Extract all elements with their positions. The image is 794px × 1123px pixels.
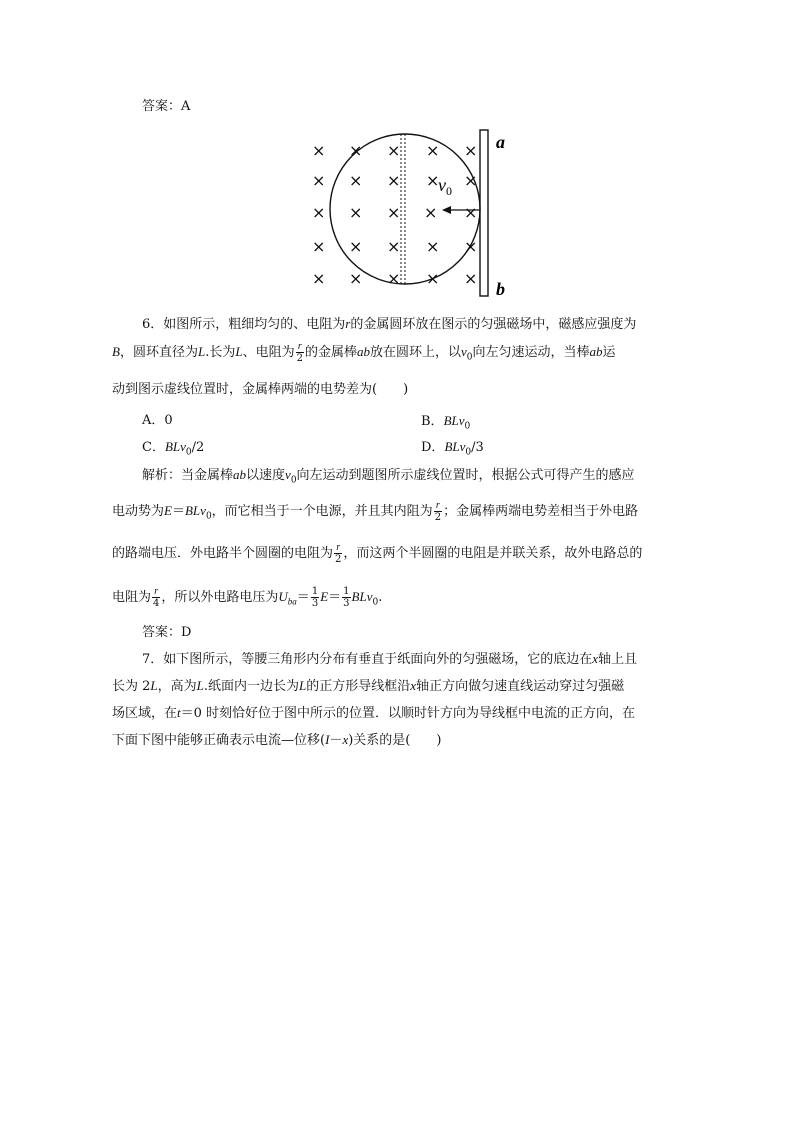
answer-5: 答案：A [142, 99, 191, 114]
q6-line-1: 6．如图所示，粗细均匀的、电阻为r的金属圆环放在图示的匀强磁场中，磁感应强度为 [142, 316, 637, 332]
field-cross-icon: × [387, 203, 401, 222]
field-cross-icon: × [312, 171, 326, 190]
q7-line-3: 场区域，在t＝0 时刻恰好位于图中所示的位置．以顺时针方向为导线框中电流的正方向，在 [112, 705, 636, 721]
field-cross-icon: × [312, 237, 326, 256]
fraction-r-over-2: $\frac{r}{2}$ [335, 542, 342, 565]
fraction-r-over-4: $\frac{r}{4}$ [153, 586, 160, 609]
field-cross-icon: × [426, 141, 440, 160]
label-v0 [438, 175, 452, 198]
solution-6-line-2: 电动势为E＝BLv$_0$，而它相当于一个电源，并且其内阻为 $\frac{r}{2}$ ；金属棒两端电势差相当于外电路 [112, 500, 639, 523]
field-cross-icon: × [387, 269, 401, 288]
magnetic-field-ring-figure [300, 126, 520, 301]
solution-6-line-1: 解析：当金属棒ab以速度$v_0$向左运动到题图所示虚线位置时，根据公式可得产生的感应 [142, 467, 635, 486]
q7-line-4: 下面下图中能够正确表示电流—位移(I－x)关系的是( ) [112, 732, 442, 748]
magnetic-field-crosses [312, 141, 477, 288]
q6-option-c[interactable]: C．BLv$_0$/2 [142, 439, 205, 458]
fraction-r-over-2: $\frac{r}{2}$ [434, 500, 442, 523]
field-cross-icon: × [312, 269, 326, 288]
field-cross-icon: × [464, 203, 478, 222]
field-cross-icon: × [349, 203, 363, 222]
q7-line-2: 长为 2L，高为L.纸面内一边长为L的正方形导线框沿x轴正方向做匀速直线运动穿过匀强磁 [112, 678, 625, 694]
metal-rod-ab [480, 130, 488, 296]
label-b: b [496, 279, 505, 299]
field-cross-icon: × [464, 237, 478, 256]
fraction-1-over-3: $\frac{1}{3}$ [311, 586, 319, 609]
label-v: v [438, 175, 446, 195]
field-cross-icon: × [426, 269, 440, 288]
field-cross-icon: × [312, 203, 326, 222]
field-cross-icon: × [464, 269, 478, 288]
field-cross-icon: × [312, 141, 326, 160]
field-cross-icon: × [387, 237, 401, 256]
label-a: a [496, 132, 505, 152]
field-cross-icon: × [424, 203, 438, 222]
field-cross-icon: × [464, 171, 478, 190]
fraction-1-over-3: $\frac{1}{3}$ [343, 586, 350, 609]
solution-6-line-4: 电阻为 $\frac{r}{4}$ ，所以外电路电压为$U_{ba}=$ $\frac{1}{3}$ E＝ $\frac{1}{3}$ BLv$_0$. [112, 586, 383, 609]
q6-option-b[interactable]: B．BLv$_0$ [421, 413, 471, 432]
solution-6-line-3: 的路端电压．外电路半个圆圈的电阻为 $\frac{r}{2}$ ，而这两个半圆圈的电阻是并联关系，故外电路总的 [112, 542, 643, 565]
field-cross-icon: × [349, 269, 363, 288]
answer-6: 答案：D [142, 625, 192, 640]
q6-option-d[interactable]: D．BLv$_0$/3 [421, 439, 484, 458]
field-cross-icon: × [387, 171, 401, 190]
field-cross-icon: × [349, 141, 363, 160]
field-cross-icon: × [387, 141, 401, 160]
field-cross-icon: × [464, 141, 478, 160]
q6-option-a[interactable]: A．0 [142, 413, 173, 428]
q6-line-2: B，圆环直径为L.长为L、电阻为 $\frac{r}{2}$ 的金属棒ab放在圆环上，以$v_0$向左匀速运动，当棒ab运 [112, 341, 616, 364]
field-cross-icon: × [349, 171, 363, 190]
field-cross-icon: × [426, 237, 440, 256]
label-v0-sub: 0 [446, 184, 452, 198]
q7-line-1: 7．如下图所示，等腰三角形内分布有垂直于纸面向外的匀强磁场，它的底边在x轴上且 [142, 651, 638, 667]
field-cross-icon: × [349, 237, 363, 256]
field-cross-icon: × [426, 171, 440, 190]
velocity-arrowhead [442, 206, 451, 214]
q6-line-3: 动到图示虚线位置时，金属棒两端的电势差为( ) [112, 382, 409, 397]
fraction-r-over-2: $\frac{r}{2}$ [296, 341, 303, 364]
